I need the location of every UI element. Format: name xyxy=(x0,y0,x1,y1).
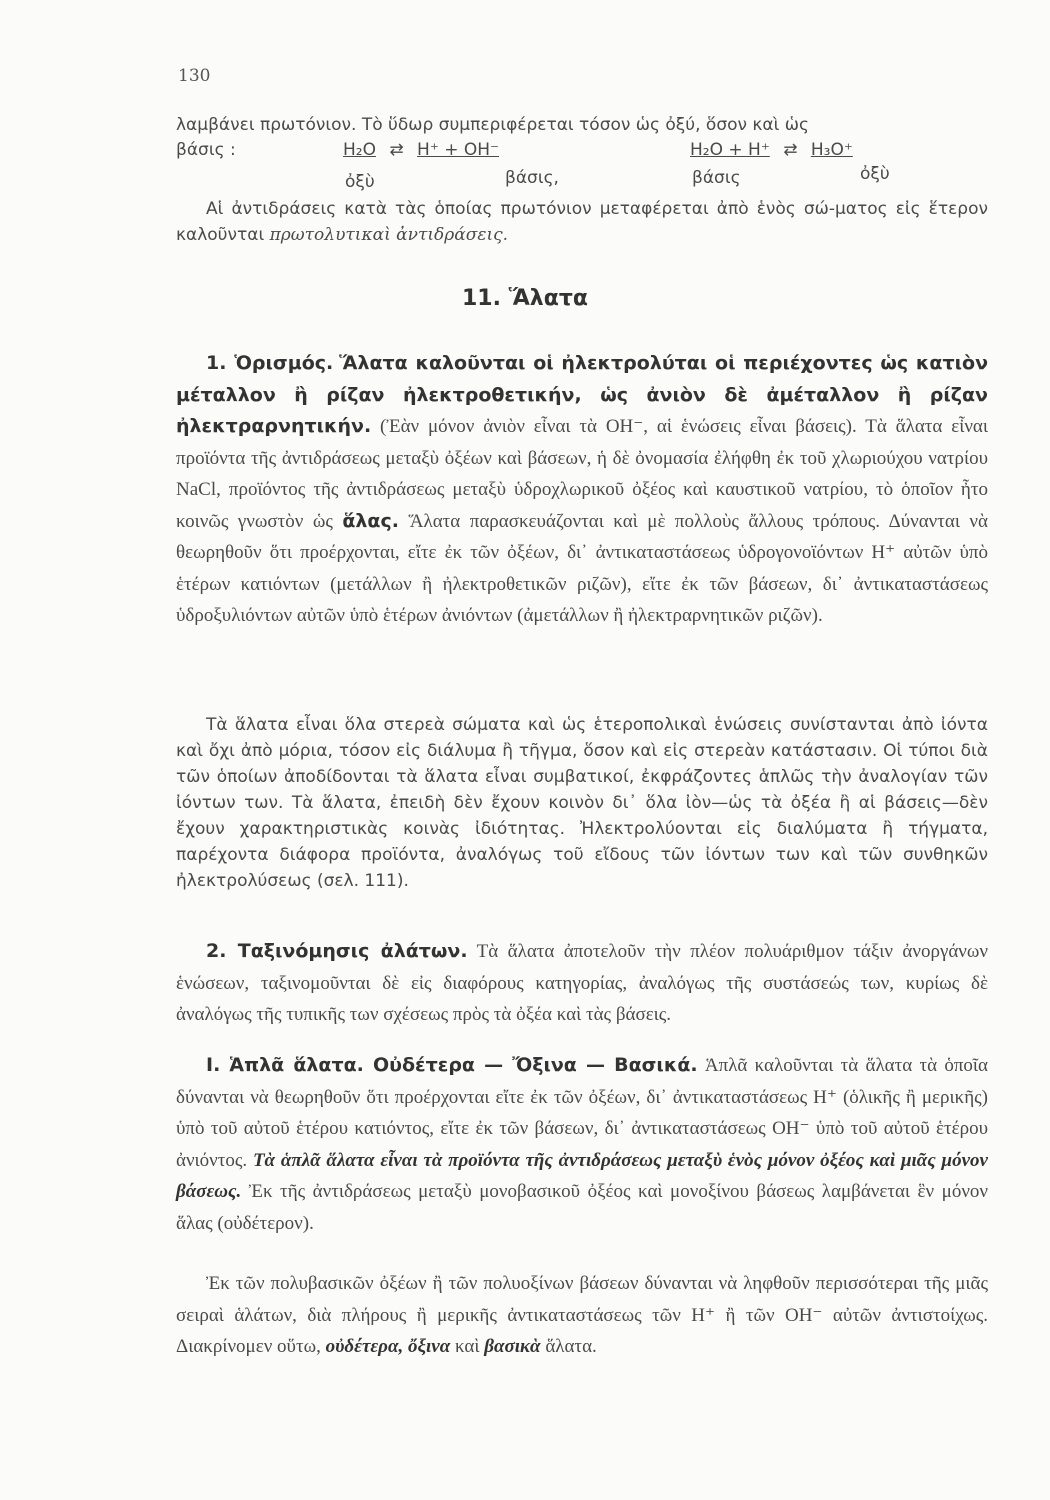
poly-salts-paragraph xyxy=(176,1268,988,1363)
simple-salts-heading: I. Ἁπλᾶ ἅλατα. Οὐδέτερα — Ὄξινα — Βασικά. xyxy=(206,1054,698,1076)
salts-properties-paragraph xyxy=(176,712,988,894)
equation-2-left: H₂O + H⁺ xyxy=(690,140,770,160)
protolysis-text-b: ματος εἰς ἕτερον καλοῦνται xyxy=(176,199,988,245)
definition-bold-text: Ἅλατα καλοῦνται οἱ ἠλεκτρολύται οἱ περιέχοντες ὡς κατιὸν μέταλλον ἢ ρίζαν ἠλεκτροθετικήν, ὡς ἀνιὸν δὲ ἀμέταλλον ἢ ρίζαν ἠλεκτραρνητικήν. xyxy=(176,352,989,437)
equation-1-right: H⁺ + OH⁻ xyxy=(417,140,499,160)
section-simple-salts xyxy=(176,1050,988,1239)
definition-text-1: (Ἐὰν μόνον ἀνιὸν εἶναι τὰ OH⁻, αἱ ἑνώσεις εἶναι βάσεις). Τὰ ἅλατα εἶναι προϊόντα τῆς ἀντιδράσεως μεταξὺ ὀξέων καὶ βάσεων, ἡ δὲ ὀνομασία ἐλήφθη ἐκ τοῦ χλωριούχου νατρίου NaCl, προϊόντος τῆς ἀντιδράσεως μεταξὺ ὑδροχλωρικοῦ ὀξέος καὶ καυστικοῦ νατρίου, τὸ ὁποῖον ἦτο κοινῶς γνωστὸν ὡς xyxy=(176,416,988,532)
protolysis-term: πρωτολυτικαὶ ἀντιδράσεις. xyxy=(269,225,509,245)
equation-1 xyxy=(343,140,499,160)
classification-text: Τὰ ἅλατα ἀποτελοῦν τὴν πλέον πολυάριθμον τάξιν ἀνοργάνων ἑνώσεων, ταξινομοῦνται δὲ εἰς διαφόρους κατηγορίας, ἀναλόγως τῆς συστάσεώς των, κυρίως δὲ ἀναλόγως τῆς τυπικῆς των σχέσεως πρὸς τὰ ὀξέα καὶ τὰς βάσεις. xyxy=(176,941,988,1025)
term-basic: βασικὰ xyxy=(484,1336,541,1357)
poly-salts-text: Ἐκ τῶν πολυβασικῶν ὀξέων ἢ τῶν πολυοξίνων βάσεων δύνανται νὰ ληφθοῦν περισσότεραι τῆς μιᾶς σειραὶ ἁλάτων, διὰ πλήρους ἢ μερικῆς ἀντικαταστάσεως τῶν H⁺ ἢ τῶν OH⁻ αὐτῶν ἀντιστοίχως. Διακρίνομεν οὕτω, xyxy=(176,1273,988,1357)
poly-salts-end: ἅλατα. xyxy=(540,1336,597,1357)
section-1-definition xyxy=(176,348,988,632)
label-base-2: βάσις xyxy=(692,168,741,188)
section-2-classification xyxy=(176,936,988,1031)
term-alas: ἅλας. xyxy=(342,509,399,532)
simple-salts-text-1: Ἁπλᾶ καλοῦνται τὰ ἅλατα τὰ ὁποῖα δύνανται νὰ θεωρηθοῦν ὅτι προέρχονται εἴτε ἐκ τῶν ὀξέων, δι᾽ ἀντικαταστάσεως H⁺ (ὁλικῆς ἢ μερικῆς) ὑπὸ τοῦ αὐτοῦ ἑτέρου κατιόντος, εἴτε ἐκ τῶν βάσεων, δι᾽ ἀντικαταστάσεως OH⁻ ὑπὸ τοῦ αὐτοῦ ἑτέρου ἀνιόντος. xyxy=(176,1055,989,1171)
page-number: 130 xyxy=(178,66,211,86)
intro-line-1: λαμβάνει πρωτόνιον. Τὸ ὕδωρ συμπεριφέρεται τόσον ὡς ὀξύ, ὅσον καὶ ὡς xyxy=(176,115,809,135)
equation-2-right: H₃O⁺ xyxy=(810,140,853,160)
section-title: 11. Ἅλατα xyxy=(461,286,588,311)
simple-salts-text-2: Ἐκ τῆς ἀντιδράσεως μεταξὺ μονοβασικοῦ ὀξέος καὶ μονοξίνου βάσεως λαμβάνεται ἓν μόνον ἅλας (οὐδέτερον). xyxy=(176,1181,988,1234)
conjunction: καὶ xyxy=(450,1336,485,1357)
equation-2 xyxy=(690,140,853,160)
salts-properties-text: Τὰ ἅλατα εἶναι ὅλα στερεὰ σώματα καὶ ὡς ἑτεροπολικαὶ ἑνώσεις συνίστανται ἀπὸ ἰόντα καὶ ὄχι ἀπὸ μόρια, τόσον εἰς διάλυμα ἢ τῆγμα, ὅσον καὶ εἰς στερεὰν κατάστασιν. Οἱ τύποι διὰ τῶν ὁποίων ἀποδίδονται τὰ ἅλατα εἶναι συμβατικοί, ἐκφράζοντες ἁπλῶς τὴν ἀναλογίαν τῶν ἰόντων των. Τὰ ἅλατα, ἐπειδὴ δὲν ἔχουν κοινὸν δι᾽ ὅλα ἰὸν—ὡς τὰ ὀξέα ἢ αἱ βάσεις—δὲν ἔχουν χαρακτηριστικὰς κοινὰς ἰδιότητας. Ἠλεκτρολύονται εἰς διαλύματα ἢ τήγματα, παρέχοντα διάφορα προϊόντα, ἀναλόγως τοῦ εἴδους τῶν ἰόντων των καὶ τῶν συνθηκῶν ἠλεκτρολύσεως (σελ. 111). xyxy=(176,715,988,891)
basis-label: βάσις : xyxy=(176,140,236,160)
equilibrium-arrow-icon: ⇄ xyxy=(389,140,404,160)
simple-salts-emphasis: Τὰ ἁπλᾶ ἅλατα εἶναι τὰ προϊόντα τῆς ἀντιδράσεως μεταξὺ ἑνὸς μόνον ὀξέος καὶ μιᾶς μόνον βάσεως. xyxy=(176,1149,988,1202)
classification-heading: 2. Ταξινόμησις ἀλάτων. xyxy=(206,940,468,962)
label-acid-1: ὀξὺ xyxy=(345,172,375,192)
equilibrium-arrow-icon: ⇄ xyxy=(783,140,798,160)
term-neutral-acid: οὐδέτερα, ὄξινα xyxy=(325,1336,451,1357)
intro-line-3 xyxy=(176,196,988,248)
definition-text-2: Ἅλατα παρασκευάζονται καὶ μὲ πολλοὺς ἄλλους τρόπους. Δύνανται νὰ θεωρηθοῦν ὅτι προέρχονται, εἴτε ἐκ τῶν ὀξέων, δι᾽ ἀντικαταστάσεως ὑδρογονοϊόντων H⁺ αὐτῶν ὑπὸ ἑτέρων κατιόντων (μετάλλων ἢ ἠλεκτροθετικῶν ριζῶν), εἴτε ἐκ τῶν βάσεων, δι᾽ ἀντικαταστάσεως ὑδροξυλιόντων αὐτῶν ὑπὸ ἑτέρων ἀνιόντων (ἀμετάλλων ἢ ἠλεκτραρνητικῶν ριζῶν). xyxy=(176,510,988,626)
protolysis-text-a: Αἱ ἀντιδράσεις κατὰ τὰς ὁποίας πρωτόνιον μεταφέρεται ἀπὸ ἑνὸς σώ- xyxy=(206,199,835,219)
definition-heading: 1. Ὁρισμός. xyxy=(206,352,334,374)
equation-1-left: H₂O xyxy=(343,140,376,160)
label-acid-2: ὀξὺ xyxy=(860,164,890,184)
label-base-1: βάσις, xyxy=(505,168,559,188)
